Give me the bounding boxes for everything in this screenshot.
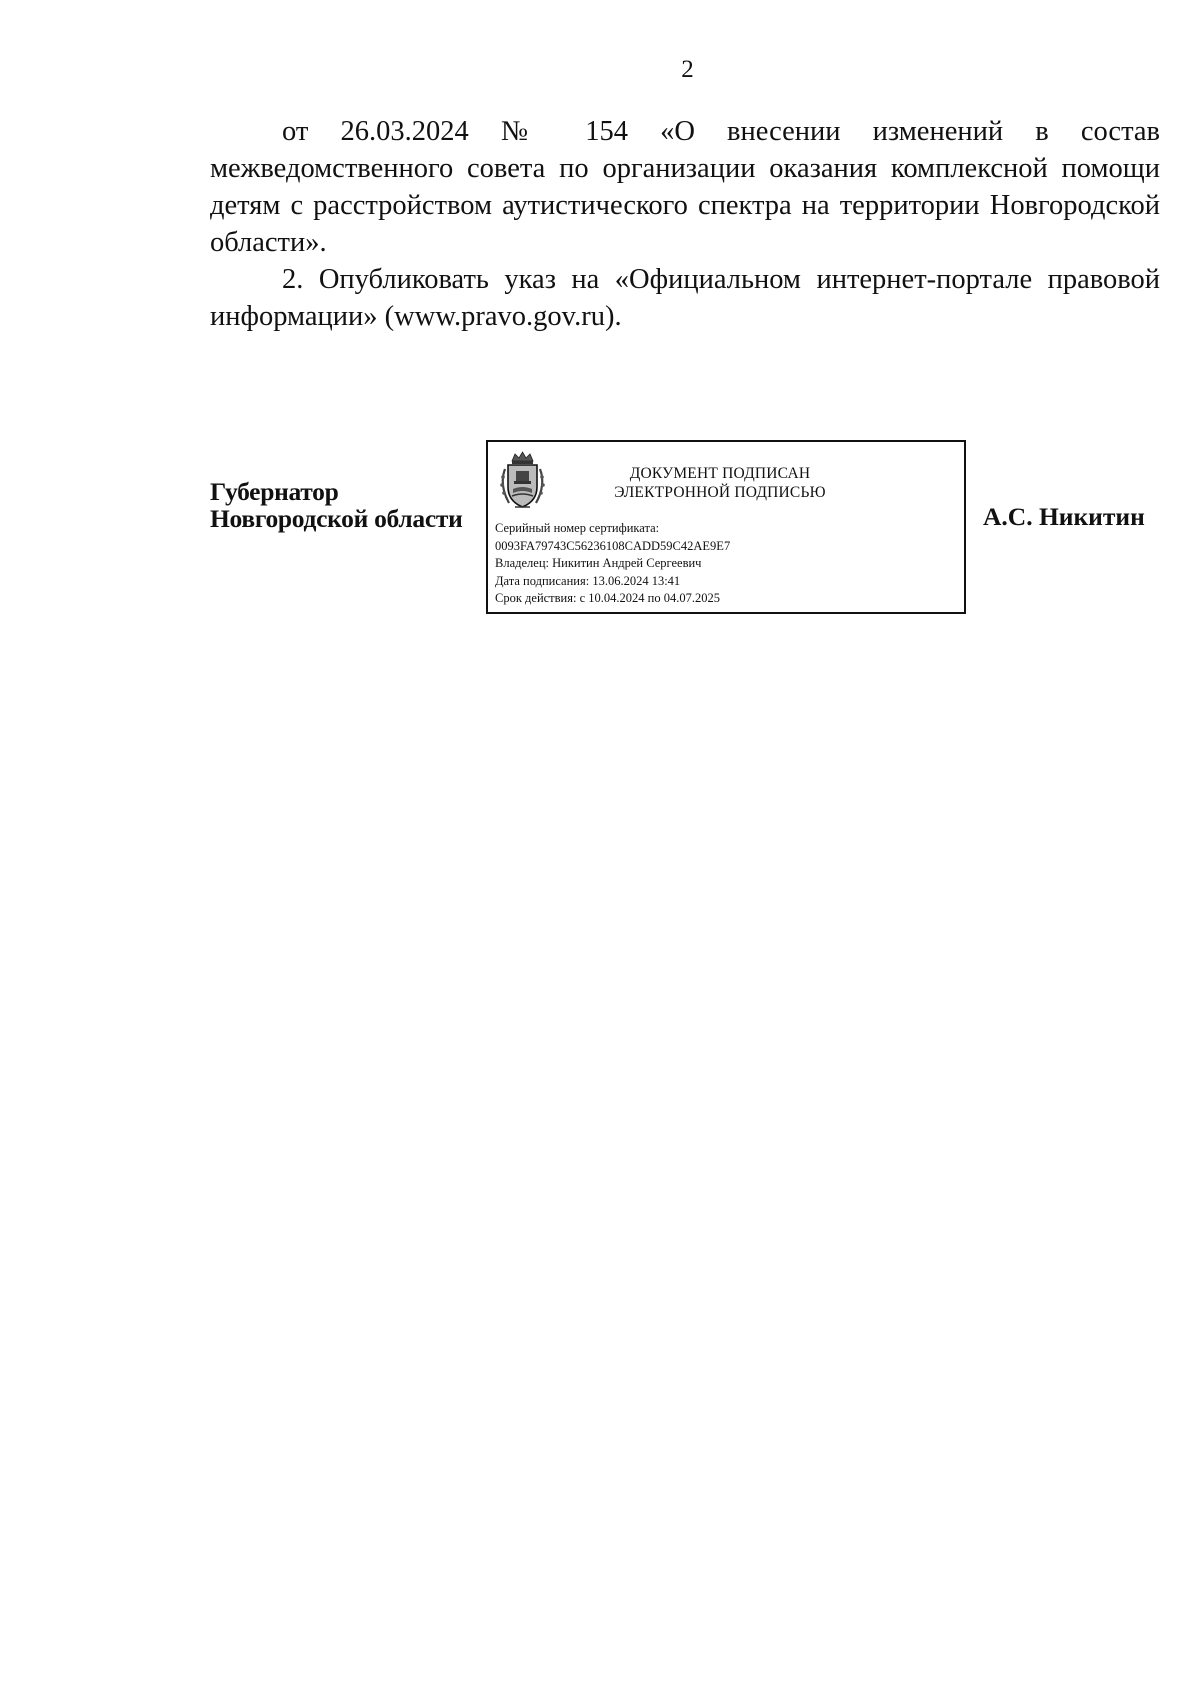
stamp-owner: Владелец: Никитин Андрей Сергеевич [495,556,702,570]
stamp-cert-label: Серийный номер сертификата: [495,521,660,535]
signer-name: А.С. Никитин [983,502,1145,531]
stamp-signed-date: Дата подписания: 13.06.2024 13:41 [495,573,681,588]
page-number: 2 [681,56,694,83]
paragraph-continuation: от 26.03.2024 № 154 «О внесении изменений в состав межведомственного совета по организации оказания комплексной помощи детям с расстройством аутистического спектра на территории Новгородской области». [210,116,1160,258]
stamp-validity: Срок действия: с 10.04.2024 по 04.07.2025 [495,591,720,605]
stamp-heading [560,464,880,502]
signer-position [210,478,462,532]
stamp-details [495,520,730,608]
signature-block [0,440,1200,620]
stamp-cert-serial: 0093FA79743C56236108CADD59C42AE9E7 [495,538,731,553]
stamp-heading-line-2: ЭЛЕКТРОННОЙ ПОДПИСЬЮ [614,484,826,501]
stamp-heading-line-1: ДОКУМЕНТ ПОДПИСАН [629,465,811,482]
signer-position-line-1: Губернатор [210,477,339,506]
coat-of-arms-icon [495,449,550,511]
document-body [210,113,1160,335]
electronic-signature-stamp [486,440,966,614]
paragraph-item-2: 2. Опубликовать указ на «Официальном интернет-портале правовой информации» (www.pravo.gov.ru). [210,264,1160,332]
signer-position-line-2: Новгородской области [210,504,463,533]
